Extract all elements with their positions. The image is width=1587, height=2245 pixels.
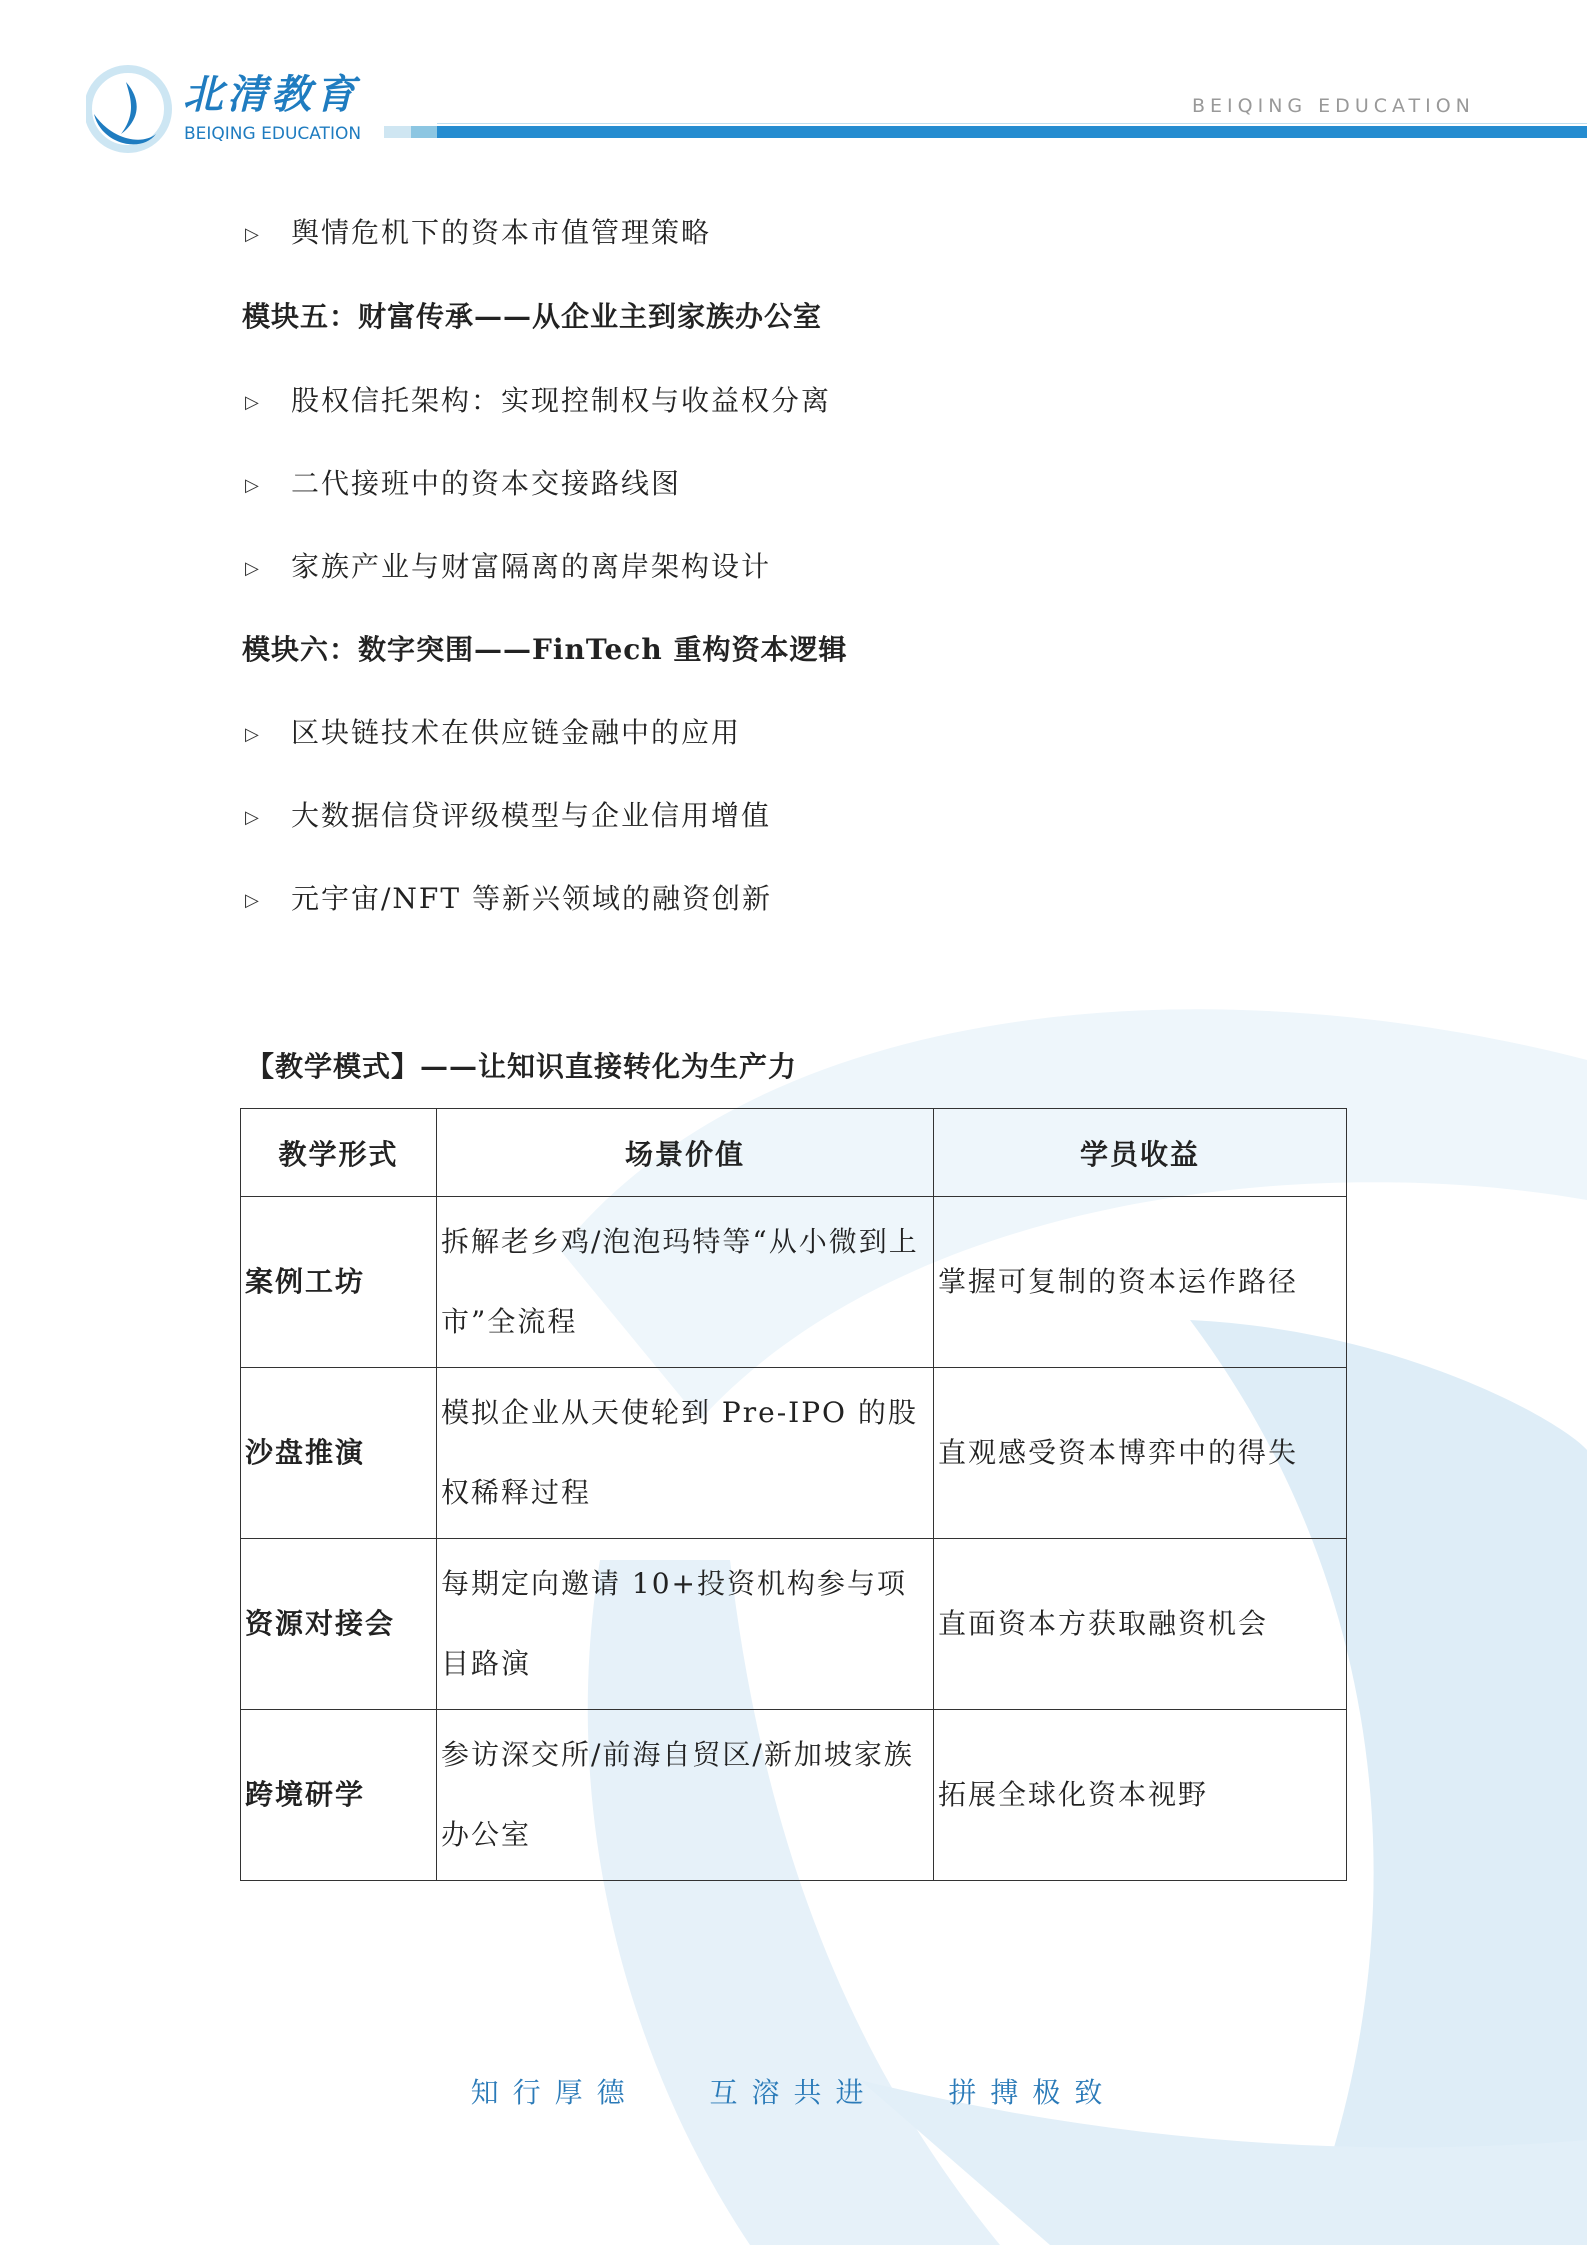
cell-benefit: 直面资本方获取融资机会 [934, 1539, 1347, 1710]
column-header: 教学形式 [241, 1109, 437, 1197]
list-item: ▷ 元宇宙/NFT 等新兴领域的融资创新 [245, 879, 772, 921]
header-bar [437, 126, 1587, 138]
table-row [241, 1197, 1347, 1368]
header-bar-segment [384, 126, 411, 138]
list-item: ▷ 家族产业与财富隔离的离岸架构设计 [245, 547, 771, 589]
bullet-triangle-icon: ▷ [245, 723, 261, 745]
bullet-triangle-icon: ▷ [245, 474, 261, 496]
bullet-triangle-icon: ▷ [245, 889, 261, 911]
cell-benefit: 掌握可复制的资本运作路径 [934, 1197, 1347, 1368]
cell-form: 资源对接会 [241, 1539, 437, 1710]
list-item: ▷ 二代接班中的资本交接路线图 [245, 464, 681, 506]
module-heading: 模块五：财富传承——从企业主到家族办公室 [242, 300, 823, 333]
column-header: 场景价值 [437, 1109, 934, 1197]
bullet-triangle-icon: ▷ [245, 806, 261, 828]
cell-benefit: 直观感受资本博弈中的得失 [934, 1368, 1347, 1539]
footer-slogans [0, 2073, 1587, 2113]
cell-value: 每期定向邀请 10+投资机构参与项目路演 [437, 1539, 934, 1710]
header-bar-segment [411, 126, 437, 138]
list-item: ▷ 股权信托架构：实现控制权与收益权分离 [245, 381, 831, 423]
column-header: 学员收益 [934, 1109, 1347, 1197]
bullet-triangle-icon: ▷ [245, 557, 261, 579]
logo-cn: 北清教育 [183, 71, 359, 118]
list-item: ▷ 区块链技术在供应链金融中的应用 [245, 713, 741, 755]
bullet-triangle-icon: ▷ [245, 223, 261, 245]
section-title: 【教学模式】——让知识直接转化为生产力 [246, 1050, 798, 1083]
table-row [241, 1539, 1347, 1710]
cell-form: 案例工坊 [241, 1197, 437, 1368]
cell-form: 跨境研学 [241, 1710, 437, 1881]
cell-value: 拆解老乡鸡/泡泡玛特等“从小微到上市”全流程 [437, 1197, 934, 1368]
bullet-triangle-icon: ▷ [245, 391, 261, 413]
header-brand: BEIQING EDUCATION [1192, 95, 1475, 117]
logo-icon [86, 64, 176, 154]
header-divider [437, 123, 1587, 124]
module-heading: 模块六：数字突围——FinTech 重构资本逻辑 [242, 633, 848, 666]
table-row [241, 1368, 1347, 1539]
cell-value: 参访深交所/前海自贸区/新加坡家族办公室 [437, 1710, 934, 1881]
footer-slogan: 互溶共进 [709, 2076, 878, 2109]
footer-slogan: 知行厚德 [470, 2076, 639, 2109]
cell-form: 沙盘推演 [241, 1368, 437, 1539]
cell-value: 模拟企业从天使轮到 Pre-IPO 的股权稀释过程 [437, 1368, 934, 1539]
logo-en: BEIQING EDUCATION [184, 124, 362, 144]
teaching-mode-table [240, 1108, 1347, 1881]
list-item: ▷ 舆情危机下的资本市值管理策略 [245, 213, 711, 255]
table-row [241, 1710, 1347, 1881]
cell-benefit: 拓展全球化资本视野 [934, 1710, 1347, 1881]
table-header-row [241, 1109, 1347, 1197]
list-item: ▷ 大数据信贷评级模型与企业信用增值 [245, 796, 771, 838]
footer-slogan: 拼搏极致 [948, 2076, 1117, 2109]
